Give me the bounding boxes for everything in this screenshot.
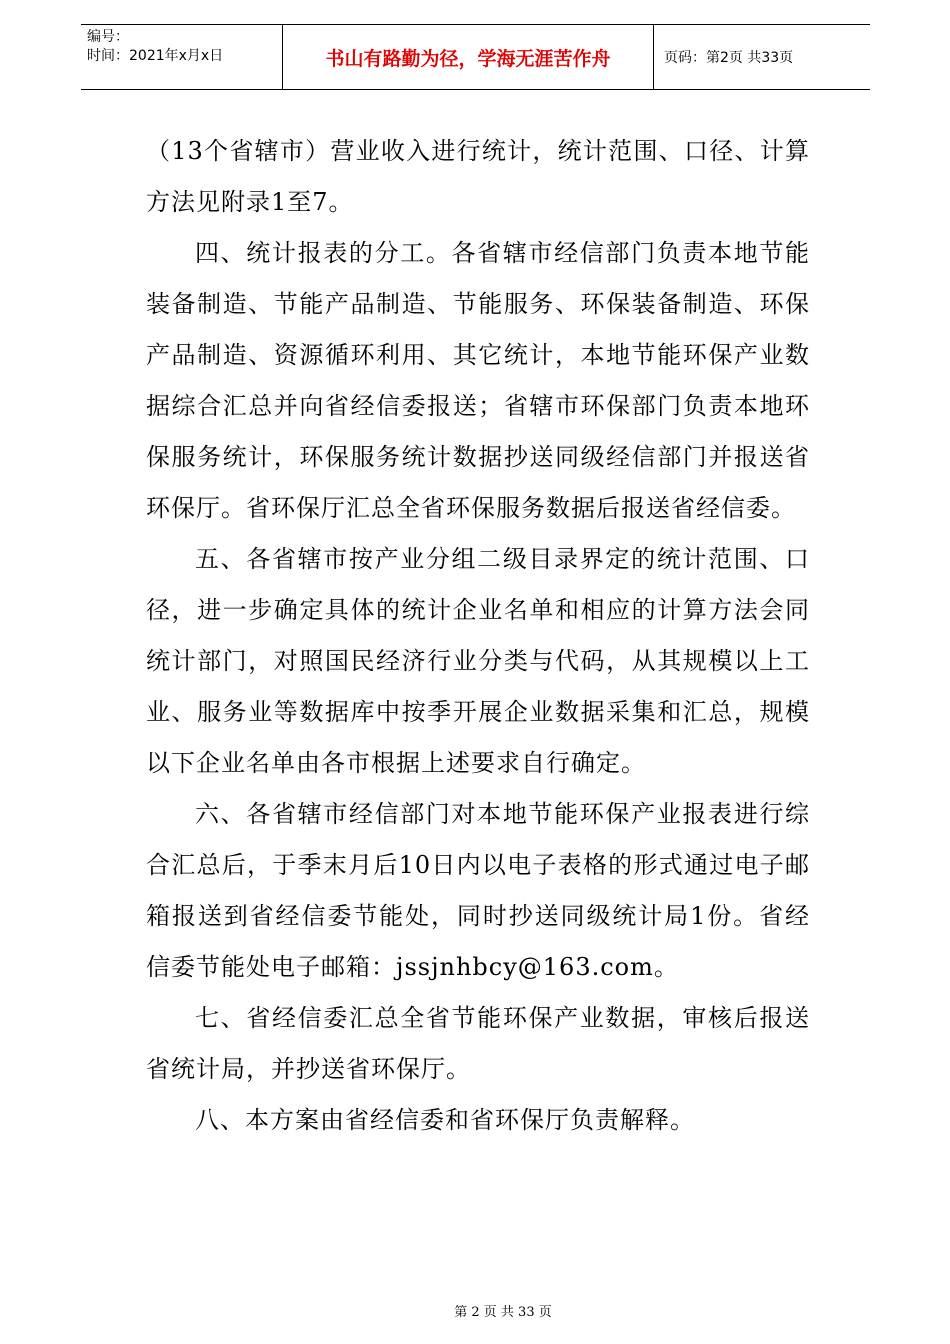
document-body: [146, 126, 810, 1146]
document-number-label: 编号：: [87, 29, 129, 45]
header-meta: [81, 25, 282, 89]
page-footer: 第 2 页 共 33 页: [454, 1305, 552, 1320]
document-time-label: 时间：2021年x月x日: [87, 48, 224, 64]
paragraph-5: 七、省经信委汇总全省节能环保产业数据，审核后报送省统计局，并抄送省环保厅。: [146, 1004, 810, 1083]
page-header: [81, 24, 870, 90]
paragraph-1: （13个省辖市）营业收入进行统计，统计范围、口径、计算方法见附录1至7。: [146, 137, 810, 216]
paragraph-6: 八、本方案由省经信委和省环保厅负责解释。: [195, 1106, 695, 1134]
paragraph-3: 五、各省辖市按产业分组二级目录界定的统计范围、口径，进一步确定具体的统计企业名单和相应的计算方法会同统计部门，对照国民经济行业分类与代码，从其规模以上工业、服务业等数据库中按季开展企业数据采集和汇总，规模以下企业名单由各市根据上述要求自行确定。: [146, 545, 810, 777]
paragraph-4: 六、各省辖市经信部门对本地节能环保产业报表进行综合汇总后，于季末月后10日内以电子表格的形式通过电子邮箱报送到省经信委节能处，同时抄送同级统计局1份。省经信委节能处电子邮箱：jssjnhbcy@163.com。: [146, 800, 810, 981]
header-page-info: 页码：第2页 共33页: [664, 50, 794, 66]
header-motto: 书山有路勤为径，学海无涯苦作舟: [282, 25, 654, 89]
paragraph-2: 四、统计报表的分工。各省辖市经信部门负责本地节能装备制造、节能产品制造、节能服务、环保装备制造、环保产品制造、资源循环利用、其它统计，本地节能环保产业数据综合汇总并向省经信委报送；省辖市环保部门负责本地环保服务统计，环保服务统计数据抄送同级经信部门并报送省环保厅。省环保厅汇总全省环保服务数据后报送省经信委。: [146, 239, 810, 522]
